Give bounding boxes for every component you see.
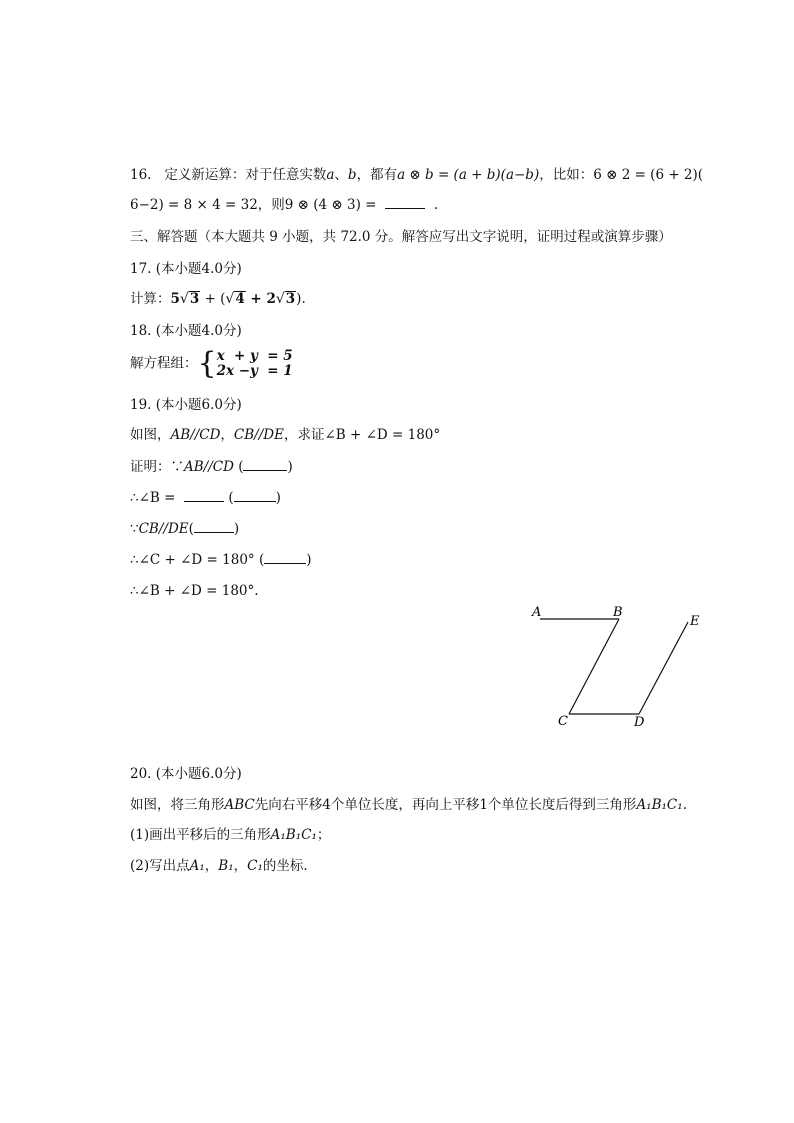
q16-text-c: ，比如： [539, 167, 594, 183]
q20-part2-b: A₁ [189, 858, 205, 874]
q19-proof1 [130, 458, 293, 476]
q20-part2-e: ， [233, 858, 248, 874]
q19-proof1-a: 证明：∵ [130, 459, 184, 475]
q20-statement [130, 796, 687, 814]
q19-header: 19. (本小题6.0分) [130, 397, 242, 413]
q16-definition: a ⊗ b = (a + b)(a−b) [397, 167, 540, 183]
q17-prefix: 计算： [130, 291, 171, 307]
q20-part2-g: 的坐标. [262, 858, 308, 874]
q19-blank-3[interactable] [234, 489, 276, 502]
q17-end: ). [296, 291, 306, 307]
q17-header: 17. (本小题4.0分) [130, 261, 242, 277]
label-b: B [613, 605, 623, 620]
q19-proof3 [130, 520, 239, 538]
q17-rad3: 3 [285, 291, 296, 307]
q16-answer-blank[interactable] [385, 196, 425, 209]
q19-proof2-a: ∴∠B = [130, 490, 176, 506]
q19-proof2-b: ( [224, 490, 234, 506]
q19-proof3-c: ( [188, 521, 194, 537]
q19-figure [520, 600, 720, 735]
q20-tri1: A₁B₁C₁ [636, 797, 683, 813]
q19-statement-c: ， [220, 427, 234, 443]
q18-eq2: 2x −y = 1 [216, 362, 293, 379]
q16-line1 [130, 166, 703, 184]
q19-statement [130, 426, 440, 444]
q19-proof3-a: ∵ [130, 521, 139, 537]
q20-text-a: 如图，将三角形 [130, 797, 225, 813]
q20-header: 20. (本小题6.0分) [130, 766, 242, 782]
section3-title: 三、解答题（本大题共 9 小题，共 72.0 分。解答应写出文字说明，证明过程或演算步骤） [130, 229, 672, 245]
q16-example-b: 6−2) = 8 × 4 = 32 [130, 197, 258, 213]
q18-eq1: x + y = 5 [216, 347, 293, 364]
label-c: C [558, 714, 568, 729]
q18-body [130, 345, 293, 381]
q17-mid: + ( [200, 291, 226, 307]
q19-proof3-d: ) [233, 521, 240, 537]
q19-statement-b: AB//CD [170, 427, 221, 443]
q20-part1 [130, 826, 330, 844]
left-brace-icon: { [197, 345, 217, 381]
q20-part1-c: ； [316, 827, 331, 843]
q16-var-b: b [347, 167, 357, 183]
q16-line2 [130, 196, 438, 214]
q16-text-b: ，都有 [356, 167, 398, 183]
q16-text-a: 定义新运算：对于任意实数 [164, 167, 327, 183]
q16-text-d: ，则 [257, 197, 285, 213]
q16-sep: 、 [334, 167, 348, 183]
q17-coef1: 5 [170, 291, 180, 307]
label-a: A [532, 605, 542, 620]
q16-end: . [433, 197, 438, 213]
sqrt-icon: √ [225, 291, 235, 307]
q19-proof1-c: ( [233, 459, 244, 475]
q17-plus2: + 2 [245, 291, 276, 307]
label-e: E [690, 614, 700, 629]
q20-part2 [130, 857, 308, 875]
q19-proof5: ∴∠B + ∠D = 180°. [130, 583, 259, 599]
q19-statement-a: 如图， [130, 427, 171, 443]
q19-proof3-b: CB//DE [138, 521, 189, 537]
q20-part2-a: (2)写出点 [130, 858, 190, 874]
q20-text-b: 先向右平移4个单位长度，再向上平移1个单位长度后得到三角形 [254, 797, 637, 813]
q19-proof1-b: AB//CD [184, 459, 234, 475]
q19-blank-5[interactable] [264, 551, 306, 564]
q19-statement-d: CB//DE [233, 427, 284, 443]
q17-body [130, 290, 306, 308]
q19-blank-1[interactable] [243, 458, 287, 471]
q19-statement-e: ，求证∠B + ∠D = 180° [283, 427, 441, 443]
q16-number: 16. [130, 167, 152, 183]
q16-question: 9 ⊗ (4 ⊗ 3) = [284, 197, 377, 213]
q17-rad2: 4 [235, 291, 245, 307]
q19-proof4 [130, 551, 312, 569]
label-d: D [634, 715, 645, 730]
q20-part1-a: (1)画出平移后的三角形 [130, 827, 271, 843]
q16-var-a: a [326, 167, 335, 183]
q20-part2-f: C₁ [247, 858, 263, 874]
q20-part1-b: A₁B₁C₁ [270, 827, 317, 843]
q16-example-a: 6 ⊗ 2 = (6 + 2)( [593, 167, 704, 183]
segment-bc [569, 619, 619, 714]
q19-proof4-a: ∴∠C + ∠D = 180° [130, 552, 255, 568]
q20-abc: ABC [224, 797, 255, 813]
q20-part2-c: ， [204, 858, 219, 874]
q19-proof4-c: ) [306, 552, 312, 568]
q18-header: 18. (本小题4.0分) [130, 323, 242, 339]
q19-blank-4[interactable] [194, 520, 234, 533]
q17-rad1: 3 [189, 291, 200, 307]
q20-end: . [682, 797, 687, 813]
q19-proof4-b: ( [254, 552, 265, 568]
q19-proof2 [130, 489, 281, 507]
q19-proof1-d: ) [287, 459, 293, 475]
sqrt-icon: √ [275, 291, 285, 307]
equation-system [197, 345, 293, 381]
sqrt-icon: √ [179, 291, 189, 307]
q20-part2-d: B₁ [218, 858, 234, 874]
q19-blank-2[interactable] [184, 489, 224, 502]
segment-de [639, 622, 688, 714]
q19-proof2-c: ) [275, 490, 281, 506]
q18-prefix: 解方程组： [130, 355, 198, 372]
